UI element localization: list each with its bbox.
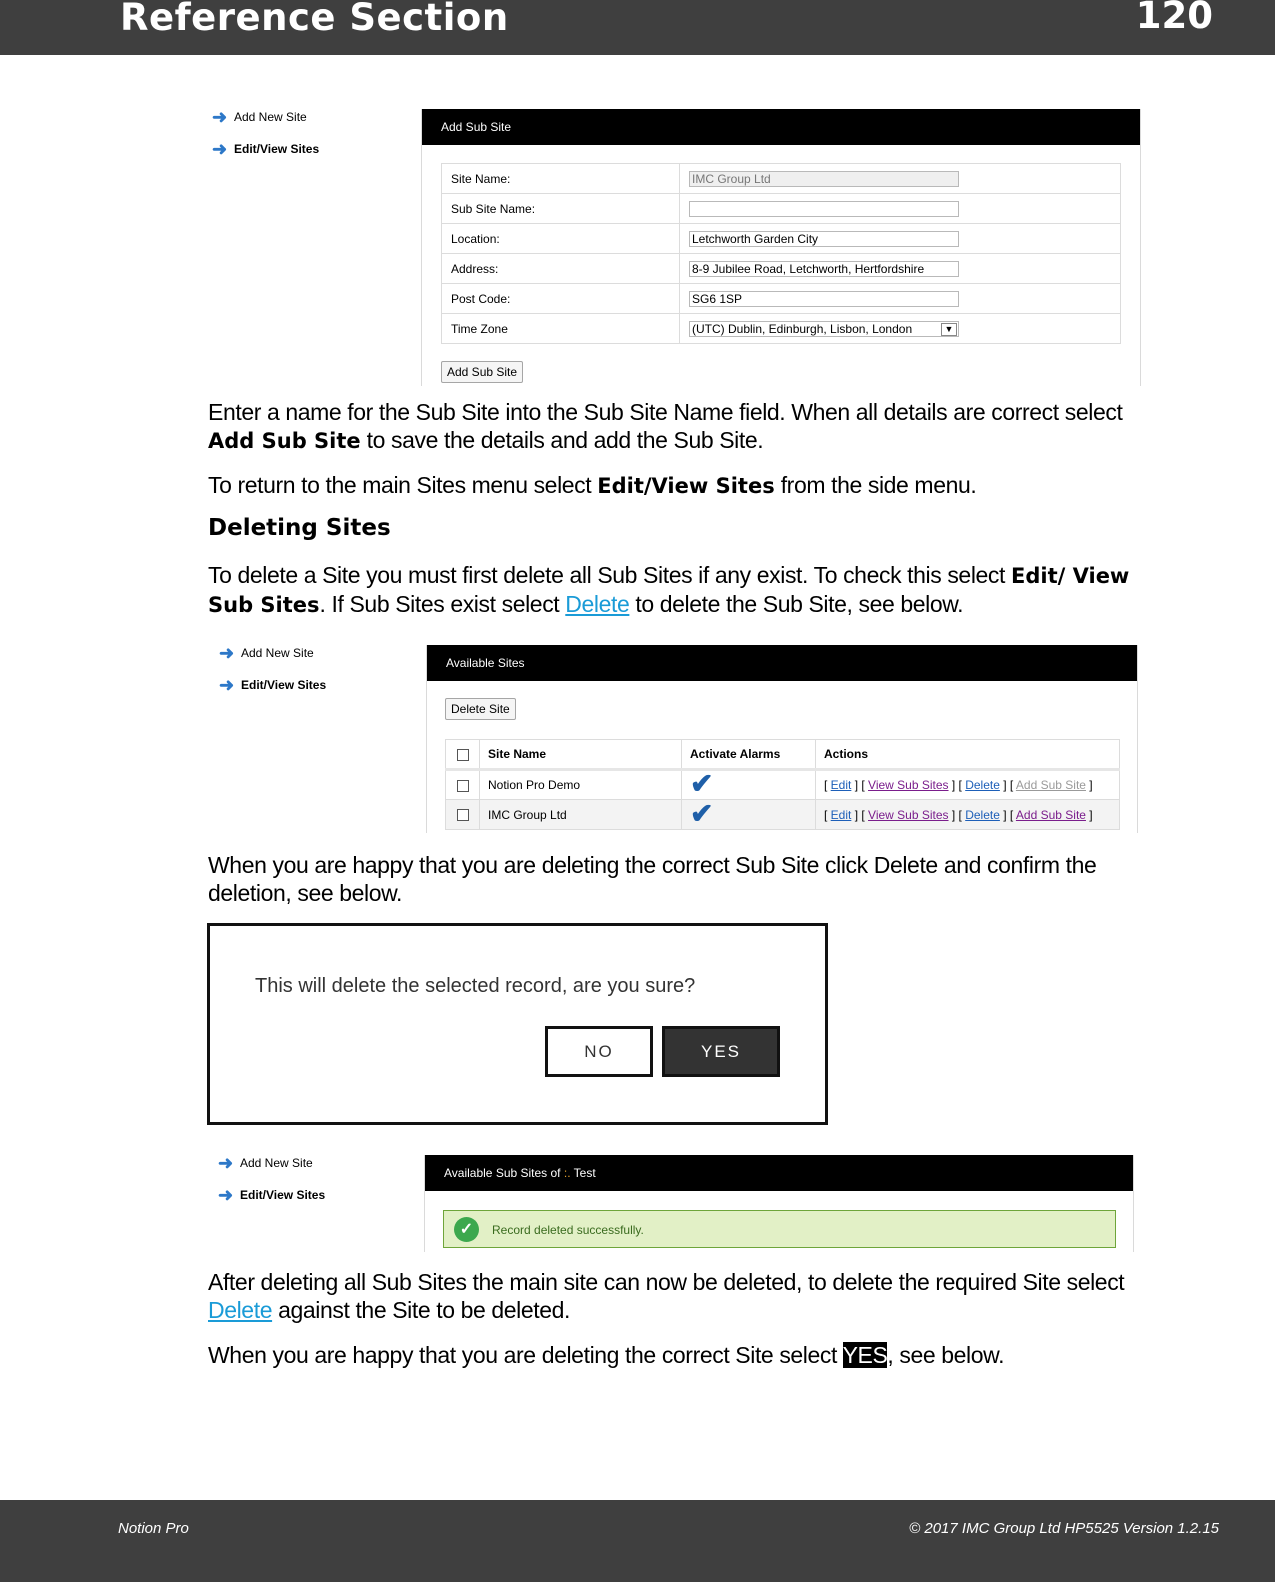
table-row: Notion Pro Demo ✔ [ Edit ] [ View Sub Sites ] [ Delete ] [ Add Sub Site ] [446,770,1120,800]
delete-site-button[interactable]: Delete Site [445,698,516,720]
footer-copyright: © 2017 IMC Group Ltd HP5525 Version 1.2.15 [909,1520,1219,1537]
yes-button[interactable]: YES [662,1026,780,1077]
arrow-right-icon: ➜ [219,675,235,695]
view-sub-sites-link[interactable]: View Sub Sites [868,807,949,822]
add-sub-site-form [441,163,1121,344]
side-menu-add-new-site[interactable]: ➜ Add New Site [212,107,307,127]
yes-highlight: YES [842,1342,888,1368]
add-sub-site-link[interactable]: Add Sub Site [1015,778,1086,792]
side-menu-edit-view-sites[interactable]: ➜ Edit/View Sites [212,139,320,159]
check-circle-icon: ✓ [454,1217,479,1242]
check-icon: ✔ [690,768,714,799]
sites-table [445,739,1120,830]
row-checkbox[interactable] [457,780,469,792]
field-label: Sub Site Name: [442,194,680,224]
panel-title: Available Sub Sites of :. Test [425,1155,1133,1191]
delete-link[interactable]: Delete [965,807,1000,822]
sub-sites-panel [424,1155,1134,1252]
field-label: Site Name: [442,164,680,194]
table-header: Site Name Activate Alarms Actions [446,740,1120,770]
paragraph: To return to the main Sites menu select Edit/View Sites from the side menu. [208,472,977,498]
paragraph: When you are happy that you are deleting the correct Sub Site click Delete and confirm the deletion, see below. [208,852,1097,906]
field-label: Post Code: [442,284,680,314]
add-sub-site-button[interactable]: Add Sub Site [441,361,523,383]
page-number: 120 [1135,0,1213,37]
chevron-down-icon: ▼ [941,323,957,336]
panel-title: Available Sites [427,645,1137,681]
footer-product: Notion Pro [118,1520,189,1537]
paragraph: After deleting all Sub Sites the main site can now be deleted, to delete the required Site select Delete against the Site to be deleted. [208,1269,1125,1323]
page-footer [0,1500,1275,1582]
paragraph: When you are happy that you are deleting the correct Site select YES, see below. [208,1342,1005,1368]
paragraph: To delete a Site you must first delete all Sub Sites if any exist. To check this select Edit/ View Sub Sites. If Sub Sites exist select Delete to delete the Sub Site, see below. [208,562,1130,617]
sub-site-name-input[interactable] [689,201,959,217]
side-menu-edit-view-sites[interactable]: ➜ Edit/View Sites [218,1185,326,1205]
site-name-field: IMC Group Ltd [689,171,959,187]
side-menu-add-new-site[interactable]: ➜ Add New Site [218,1153,313,1173]
arrow-right-icon: ➜ [212,107,228,127]
arrow-right-icon: ➜ [218,1185,234,1205]
arrow-right-icon: ➜ [218,1153,234,1173]
section-title: Reference Section [120,0,509,39]
paragraph: Enter a name for the Sub Site into the Sub Site Name field. When all details are correct select Add Sub Site to save the details and add the Sub Site. [208,399,1123,453]
location-input[interactable]: Letchworth Garden City [689,231,959,247]
add-sub-site-panel [421,109,1141,386]
side-menu-edit-view-sites[interactable]: ➜ Edit/View Sites [219,675,327,695]
page-header [0,0,1275,55]
no-button[interactable]: NO [545,1026,653,1077]
side-menu [219,637,326,701]
success-alert: ✓ Record deleted successfully. [443,1210,1116,1248]
row-actions: [ Edit ] [ View Sub Sites ] [ Delete ] [ Add Sub Site ] [816,770,1120,800]
side-menu [212,101,319,165]
table-row: IMC Group Ltd ✔ [ Edit ] [ View Sub Sites ] [ Delete ] [ Add Sub Site ] [446,800,1120,830]
row-checkbox[interactable] [457,809,469,821]
delete-link[interactable]: Delete [965,778,1000,792]
field-label: Time Zone [442,314,680,344]
select-all-checkbox[interactable] [457,749,469,761]
address-input[interactable]: 8-9 Jubilee Road, Letchworth, Hertfordshire [689,261,959,277]
section-heading: Deleting Sites [208,515,391,541]
check-icon: ✔ [690,797,714,829]
side-menu-add-new-site[interactable]: ➜ Add New Site [219,643,314,663]
arrow-right-icon: ➜ [212,139,228,159]
field-label: Location: [442,224,680,254]
delete-link[interactable]: Delete [565,591,630,617]
field-label: Address: [442,254,680,284]
panel-title: Add Sub Site [422,109,1140,145]
edit-link[interactable]: Edit [830,807,852,822]
available-sites-panel [426,645,1138,833]
confirm-dialog [207,923,828,1125]
add-sub-site-link[interactable]: Add Sub Site [1015,807,1086,822]
arrow-right-icon: ➜ [219,643,235,663]
time-zone-select[interactable]: (UTC) Dublin, Edinburgh, Lisbon, London ▼ [689,321,959,337]
dialog-message: This will delete the selected record, are you sure? [255,975,696,997]
row-actions: [ Edit ] [ View Sub Sites ] [ Delete ] [ Add Sub Site ] [816,800,1120,830]
edit-link[interactable]: Edit [830,778,852,792]
side-menu [218,1147,325,1211]
view-sub-sites-link[interactable]: View Sub Sites [868,778,949,792]
delete-link[interactable]: Delete [208,1297,273,1323]
post-code-input[interactable]: SG6 1SP [689,291,959,307]
